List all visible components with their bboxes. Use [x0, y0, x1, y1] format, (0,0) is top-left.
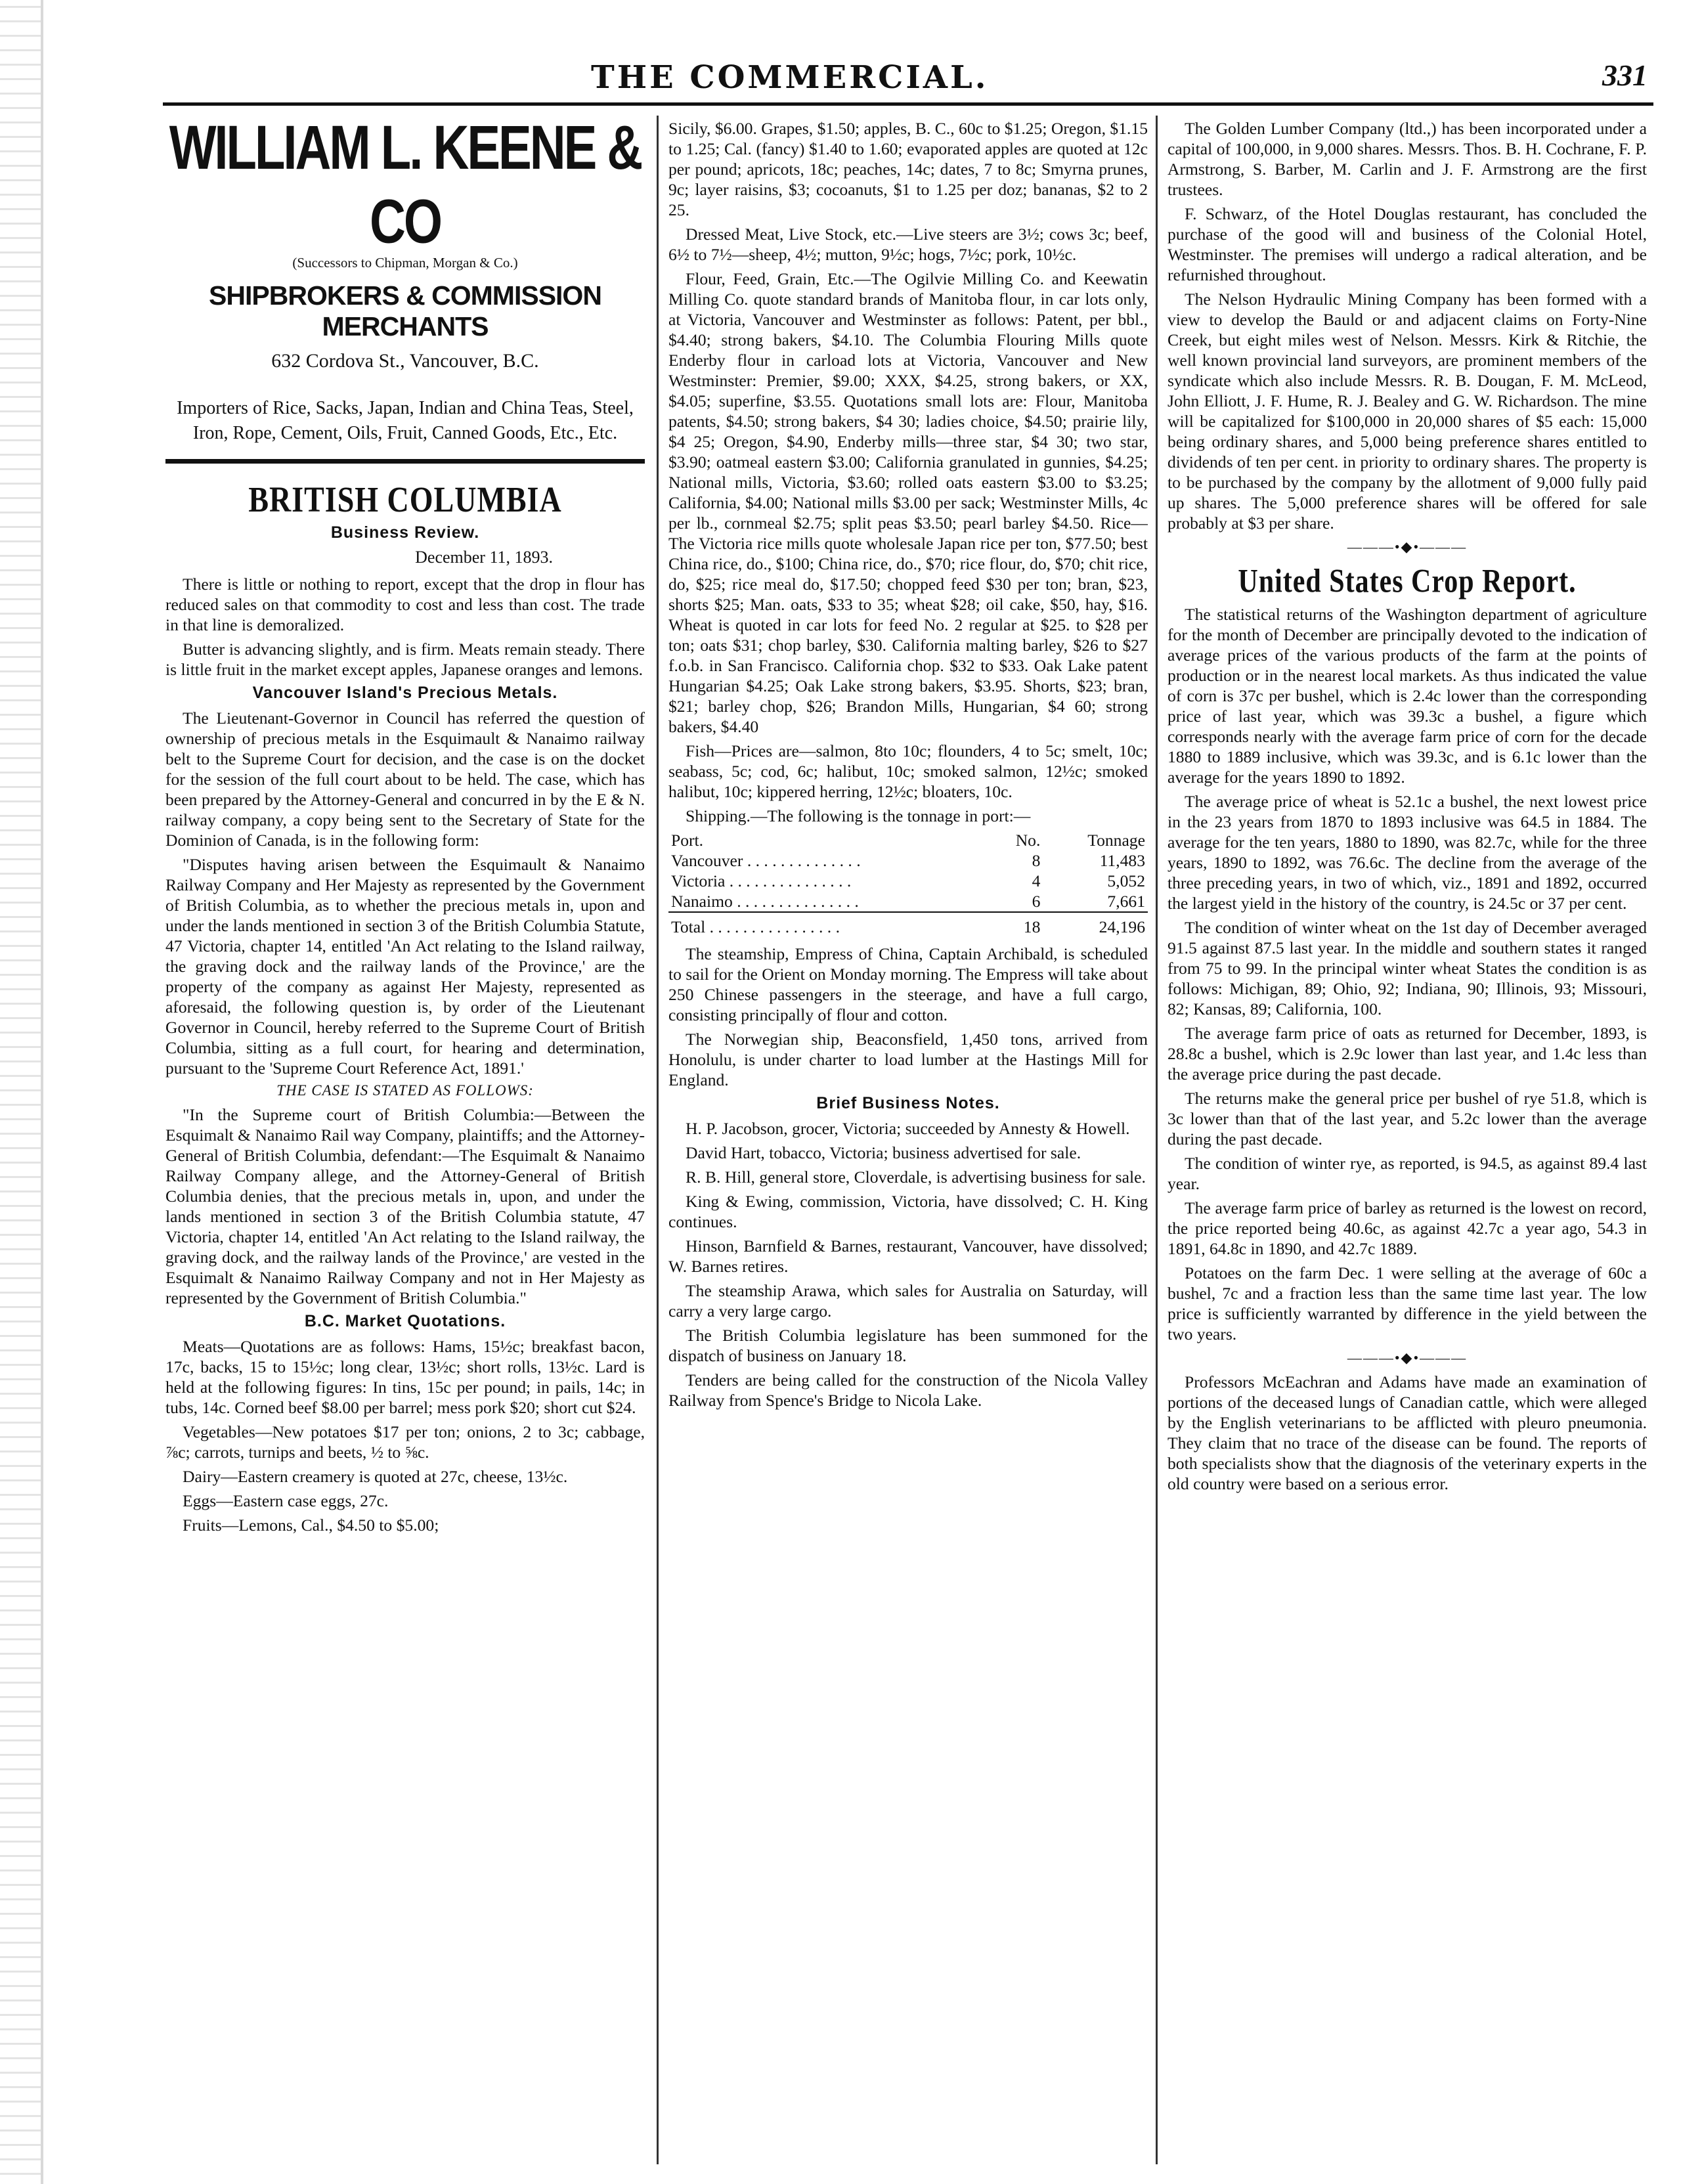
bc-paragraph: There is little or nothing to report, except that the drop in flour has reduced sales on that commodity to cost and less than cost. The trade in that line is demoralized. — [165, 575, 645, 634]
us-crop-paragraph: Potatoes on the farm Dec. 1 were selling at the average of 60c a bushel, 7c and a fraction less than the same time last year. The low price is sufficiently warranted by difference in the yield between the two years. — [1167, 1263, 1647, 1343]
business-note: David Hart, tobacco, Victoria; business advertised for sale. — [686, 1143, 1081, 1162]
shipping-no: 8 — [1032, 851, 1041, 870]
column-1 — [165, 118, 645, 2160]
ornament-divider: ———•◆•——— — [1347, 538, 1468, 555]
metals-paragraph: The Lieutenant-Governor in Council has referred the question of ownership of precious metals in the Esquimault & Nanaimo railway belt to the Supreme Court for decision, and the case is on the docket for the session of the full court about to be held. The case, which has been prepared by the Attorney-General and concurred in by the E & N. railway company, a copy being sent to the Secretary of State for the Dominion of Canada, is in the following form: — [165, 709, 645, 850]
bc-section-title: BRITISH COLUMBIA — [248, 479, 562, 520]
empress-paragraph: The steamship, Empress of China, Captain Archibald, is scheduled to sail for the Orient on Monday morning. The Empress will take about 250 Chinese passengers in the steerage, and have a full cargo, consisting principally of flour and cotton. — [668, 944, 1148, 1024]
business-notes-heading: Brief Business Notes. — [816, 1094, 1000, 1112]
shipping-row — [668, 891, 1148, 912]
quotation-fruits: Fruits—Lemons, Cal., $4.50 to $5.00; — [183, 1516, 439, 1535]
advert-imports: Importers of Rice, Sacks, Japan, Indian and China Teas, Steel, Iron, Rope, Cement, Oils, Fruit, Canned Goods, Etc., Etc. — [177, 398, 634, 443]
shipping-col-tonnage: Tonnage — [1087, 831, 1145, 850]
advert-successors: (Successors to Chipman, Morgan & Co.) — [292, 255, 518, 271]
shipping-no: 4 — [1032, 871, 1041, 890]
quotation-fish: Fish—Prices are—salmon, 8to 10c; flounders, 4 to 5c; smelt, 10c; seabass, 5c; cod, 6c; halibut, 10c; smoked salmon, 12½c; smoked halibut, 10c; kippered herring, 12½c; bloaters, 10c. — [668, 741, 1148, 801]
shipping-row — [668, 871, 1148, 891]
us-crop-paragraph: The average price of wheat is 52.1c a bushel, the next lowest price in the 23 years from 1870 to 1893 inclusive was 64.5 in 1884. The average for the ten years, 1880 to 1890, was 82.7c, while for the three years, 1890 to 1892, was 76.6c. The decline from the average of the three preceding years, in two of which, viz., 1891 and 1892, occurred the largest yield in the history of the country, is 24.5c or 37 per cent. — [1167, 792, 1647, 913]
us-crop-paragraph: The returns make the general price per bushel of rye 51.8, which is 3c lower than that of the last year, and 5.2c lower than the average during the past decade. — [1167, 1089, 1647, 1148]
shipping-tonnage: 5,052 — [1107, 871, 1145, 890]
business-note: The British Columbia legislature has been summoned for the dispatch of business on January 18. — [668, 1326, 1148, 1365]
case-heading: THE CASE IS STATED AS FOLLOWS: — [276, 1082, 534, 1099]
case-paragraph: "In the Supreme court of British Columbia:—Between the Esquimalt & Nanaimo Rail way Company, plaintiffs; and the Attorney-General of British Columbia, defendant:—The Esquimalt & Nanaimo Railway Company allege, and the Attorney-General of British Columbia denies, that the precious metals in, upon, and under the lands mentioned in section 3 of the British Columbia statute, 47 Victoria, chapter 14, entitled 'An Act relating to the Island railway, the graving dock, and the railway lands of the Province,' are vested in the Esquimalt & Nanaimo Railway Company and not in Her Majesty as represented by the Government of British Columbia." — [165, 1105, 645, 1307]
shipping-table — [668, 830, 1148, 937]
shipping-port: Nanaimo . . . . . . . . . . . . . . . — [671, 892, 859, 911]
professors-paragraph: Professors McEachran and Adams have made an examination of portions of the deceased lungs of Canadian cattle, which were alleged by the English veterinarians to be afflicted with pleuro pneumonia. They claim that no trace of the disease can be found. The reports of both specialists show that the diagnosis of the veterinary experts in the old country were based on a serious error. — [1167, 1372, 1647, 1493]
bc-section-subtitle: Business Review. — [330, 523, 480, 542]
shipping-total-tonnage: 24,196 — [1043, 912, 1148, 937]
column-3 — [1167, 118, 1647, 2160]
quotation-dairy: Dairy—Eastern creamery is quoted at 27c, cheese, 13½c. — [183, 1467, 568, 1486]
us-crop-paragraph: The condition of winter wheat on the 1st day of December averaged 91.5 against 87.5 last year. In the middle and southern states it ranged from 75 to 99. In the principal winter wheat States the condition is as follows: Michigan, 89; Ohio, 92; Indiana, 90; Illinois, 93; Missouri, 82; Kansas, 89; California, 100. — [1167, 918, 1647, 1018]
section-rule — [165, 459, 645, 464]
page-number: 331 — [1602, 58, 1647, 92]
advert-name: WILLIAM L. KEENE & CO — [169, 118, 642, 257]
quotation-fruits-continued: Sicily, $6.00. Grapes, $1.50; apples, B. C., 60c to $1.25; Oregon, $1.15 to 1.25; Cal. (fancy) $1.40 to 1.60; evaporated apples are quoted at 12c per pound; apricots, 18c; peaches, 14c; dates, 7 to 8c; Smyrna prunes, 9c; layer raisins, $3; cocoanuts, $1 to 1.25 per doz; bananas, $2 to 2 25. — [668, 119, 1148, 219]
business-note: Hinson, Barnfield & Barnes, restaurant, Vancouver, have dissolved; W. Barnes retires. — [668, 1236, 1148, 1276]
business-note: R. B. Hill, general store, Cloverdale, is advertising business for sale. — [686, 1168, 1146, 1187]
page-binding-edge — [0, 0, 43, 2184]
business-note: King & Ewing, commission, Victoria, have dissolved; C. H. King continues. — [668, 1192, 1148, 1231]
business-note: Tenders are being called for the construction of the Nicola Valley Railway from Spence's Bridge to Nicola Lake. — [668, 1370, 1148, 1410]
shipping-col-no: No. — [1015, 831, 1041, 850]
column-2 — [668, 118, 1148, 2160]
shipping-row — [668, 850, 1148, 871]
us-crop-paragraph: The average farm price of oats as returned for December, 1893, is 28.8c a bushel, which is 2.9c lower than last year, and 1.4c less than the average price during the past decade. — [1167, 1024, 1647, 1083]
running-head-title: THE COMMERCIAL. — [591, 59, 989, 96]
shipping-intro: Shipping.—The following is the tonnage in port:— — [686, 806, 1031, 825]
business-note: H. P. Jacobson, grocer, Victoria; succeeded by Annesty & Howell. — [686, 1119, 1130, 1138]
norwegian-paragraph: The Norwegian ship, Beaconsfield, 1,450 tons, arrived from Honolulu, is under charter to load lumber at the Hastings Mill for England. — [668, 1030, 1148, 1089]
quotation-eggs: Eggs—Eastern case eggs, 27c. — [183, 1491, 389, 1510]
nelson-paragraph: The Nelson Hydraulic Mining Company has been formed with a view to develop the Bauld or and adjacent claims on Forty-Nine Creek, but eight miles west of Nelson. Messrs. Kirk & Ritchie, the well known provincial land surveyors, are prominent members of the syndicate which also include Messrs. R. B. Dougan, F. M. McLeod, John Elliott, J. F. Hume, R. J. Bealey and G. W. Richardson. The mine will be capitalized for $100,000 in 20,000 shares of $5 each: 15,000 being ordinary shares, and 5,000 being preference shares entitled to dividends of ten per cent. in priority to ordinary shares. The property is to be purchased by the company by the allotment of 9,000 fully paid up shares. The 5,000 preference shares will be offered for sale probably at $3 per share. — [1167, 290, 1647, 533]
business-note: The steamship Arawa, which sales for Australia on Saturday, will carry a very large cargo. — [668, 1281, 1148, 1321]
shipping-total-label: Total . . . . . . . . . . . . . . . . — [668, 912, 993, 937]
quotations-heading: B.C. Market Quotations. — [304, 1312, 506, 1330]
shipping-no: 6 — [1032, 892, 1041, 911]
shipping-tonnage: 11,483 — [1099, 851, 1145, 870]
shipping-port: Vancouver . . . . . . . . . . . . . . — [671, 851, 861, 870]
ornament-divider: ———•◆•——— — [1347, 1349, 1468, 1366]
advert-address: 632 Cordova St., Vancouver, B.C. — [271, 350, 539, 372]
quotation-flour: Flour, Feed, Grain, Etc.—The Ogilvie Milling Co. and Keewatin Milling Co. quote standard brands of Manitoba flour, in car lots only, at Victoria, Vancouver and Westminster as follows: Patent, per bbl., $4.40; strong bakers, $4.10. The Columbia Flouring Mills quote Enderby flour in carload lots at Victoria, Vancouver and New Westminster: Premier, $9.00; XXX, $4.25, strong bakers, or XX, $4.05; superfine, $3.55. Quotations small lots are: Flour, Manitoba patents, $4.50; strong bakers, $4 30; ladies choice, $4.50; prairie lily, $4 25; Oregon, $4.90, Enderby mills—three star, $4 30; two star, $3.90; oatmeal eastern $3.00; California granulated in gunnies, $4.25; National mills, Victoria, $3.60; rolled oats eastern $3.00 to $3.25; California, $4.00; National mills $3.00 per sack; Westminster Mills, 4c per lb., cornmeal $2.75; split peas $3.50; pearl barley $4.50. Rice—The Victoria rice mills quote wholesale Japan rice per ton, $77.50; best China rice, do., $100; China rice, do., $70; rice flour, do, $70; chit rice, do, $25; rice meal do, $17.50; chopped feed $30 per ton; bran, $23, shorts $25; Man. oats, $33 to 35; wheat $28; oil cake, $50, hay, $16. Wheat is quoted in car lots for feed No. 2 regular at $25. to $28 per ton; oats $31; chop barley, $30. California malting barley, $26 to $27 f.o.b. in San Francisco. California chop. $32 to $33. Oak Lake patent Hungarian $4.25; Oak Lake strong bakers, $3.95. Shorts, $23; bran, $21; barley chop, $26; Brandon Mills, Hungarian, $4 60; strong bakers, $4.40 — [668, 269, 1148, 736]
bc-date: December 11, 1893. — [415, 548, 553, 567]
advert-trade: SHIPBROKERS & COMMISSION MERCHANTS — [209, 280, 601, 341]
bc-paragraph: Butter is advancing slightly, and is firm. Meats remain steady. There is little fruit in the market except apples, Japanese oranges and lemons. — [165, 640, 645, 679]
shipping-tonnage: 7,661 — [1107, 892, 1145, 911]
quotation-vegetables: Vegetables—New potatoes $17 per ton; onions, 2 to 3c; cabbage, ⅞c; carrots, turnips and beets, ½ to ⅝c. — [165, 1422, 645, 1462]
us-crop-paragraph: The condition of winter rye, as reported, is 94.5, as against 89.4 last year. — [1167, 1154, 1647, 1193]
header-rule — [163, 102, 1653, 106]
shipping-port: Victoria . . . . . . . . . . . . . . . — [671, 871, 852, 890]
column-separator — [1156, 116, 1158, 2164]
us-crop-title: United States Crop Report. — [1238, 563, 1577, 600]
shipping-header-row — [668, 830, 1148, 850]
quotation-dressed-meat: Dressed Meat, Live Stock, etc.—Live steers are 3½; cows 3c; beef, 6½ to 7½—sheep, 4½; mutton, 9½c; hogs, 7½c; pork, 10½c. — [668, 225, 1148, 264]
metals-heading: Vancouver Island's Precious Metals. — [252, 684, 558, 702]
shipping-total-row — [668, 912, 1148, 937]
metals-paragraph: "Disputes having arisen between the Esquimault & Nanaimo Railway Company and Her Majesty as represented by the Government of British Columbia, as to whether the precious metals in, upon and under the lands mentioned in section 3 of the British Columbia Statute, 47 Victoria, chapter 14, entitled 'An Act relating to the Island railway, the graving dock and the railway lands of the Province,' are the property of the company as against Her Majesty, represented as aforesaid, the following question is, by order of the Lieutenant Governor in Council, hereby referred to the Supreme Court of British Columbia, sitting as a full court, for hearing and determination, pursuant to the 'Supreme Court Reference Act, 1891.' — [165, 855, 645, 1078]
us-crop-paragraph: The average farm price of barley as returned is the lowest on record, the price reported being 40.6c, as against 42.7c a year ago, 54.3 in 1891, 64.8c in 1890, and 42.7c 1889. — [1167, 1198, 1647, 1258]
shipping-col-port: Port. — [671, 831, 704, 850]
golden-lumber-paragraph: The Golden Lumber Company (ltd.,) has been incorporated under a capital of 100,000, in 9,000 shares. Messrs. Thos. B. H. Cochrane, F. P. Armstrong, S. Barber, M. Carlin and J. F. Armstrong are the first trustees. — [1167, 119, 1647, 199]
us-crop-paragraph: The statistical returns of the Washington department of agriculture for the month of December are principally devoted to the indication of average prices of the various products of the farm at the points of production or in the nearest local markets. As thus indicated the value of corn is 37c per bushel, which is 2.4c lower than the corresponding price of last year, which was 39.3c a bushel, a figure which corresponds nearly with the average farm price of corn for the decade 1880 to 1889 inclusive, which was 39.3c, and is 6.1c lower than the average for the years 1890 to 1892. — [1167, 605, 1647, 787]
quotation-meats: Meats—Quotations are as follows: Hams, 15½c; breakfast bacon, 17c, backs, 15 to 15½c; long clear, 13½c; short rolls, 13½c. Lard is held at the following figures: In tins, 15c per pound; in pails, 14c; in tubs, 14c. Corned beef $8.00 per barrel; mess pork $20; short cut $24. — [165, 1337, 645, 1417]
shipping-total-no: 18 — [993, 912, 1043, 937]
schwarz-paragraph: F. Schwarz, of the Hotel Douglas restaurant, has concluded the purchase of the good will and business of the Colonial Hotel, Westminster. The premises will undergo a radical alteration, and be refurnished throughout. — [1167, 204, 1647, 284]
column-separator — [657, 116, 659, 2164]
